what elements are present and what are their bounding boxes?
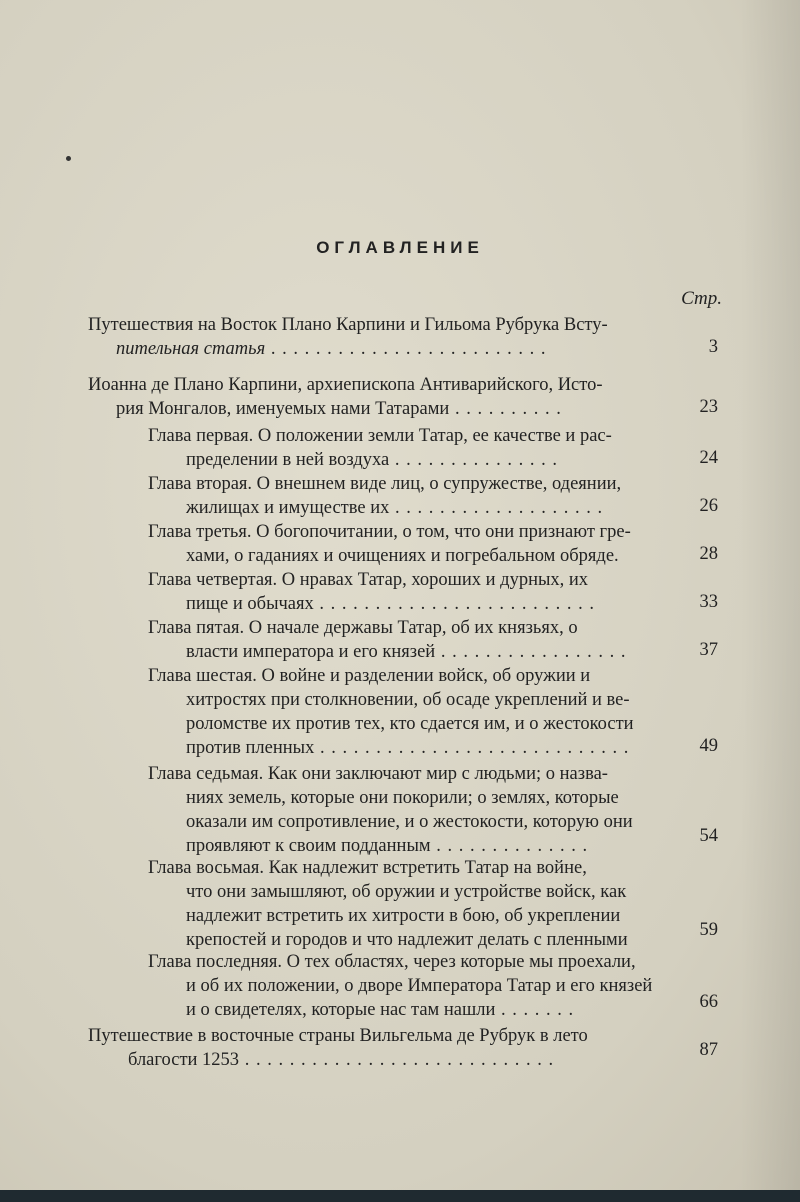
entry-line: Глава вторая. О внешнем виде лиц, о супружестве, одеянии,: [148, 474, 622, 494]
page-number: 54: [699, 826, 718, 846]
toc-entry: Путешествия на Восток Плано Карпини и Гильома Рубрука Всту- пительная статья . . . . . . . . . . . . . . . . . . . . . . . . .: [88, 315, 608, 359]
entry-line: жилищах и имуществе их: [186, 498, 390, 518]
entry-line: ниях земель, которые они покорили; о землях, которые: [186, 788, 619, 808]
toc-entry: Глава шестая. О войне и разделении войск, об оружии и хитростях при столкновении, об осаде укреплений и ве- роломстве их против тех, кто сдается им, и о жестокости против пленных . . . . . . . . . . . . . . . . . . . . . . . . . . . .: [148, 666, 634, 758]
toc-entry: [148, 520, 631, 568]
page-number: 24: [699, 448, 718, 468]
entry-line: Глава пятая. О начале державы Татар, об их князьях, о: [148, 618, 578, 638]
toc-entry: Глава вторая. О внешнем виде лиц, о супружестве, одеянии, жилищах и имуществе их . . . . . . . . . . . . . . . . . . .: [148, 474, 622, 518]
entry-line: Глава третья. О богопочитании, о том, что они признают гре-: [148, 522, 631, 542]
entry-line: проявляют к своим подданным: [186, 836, 431, 856]
page-number: 49: [699, 736, 718, 756]
toc-entry: [148, 856, 628, 952]
toc-title: ОГЛАВЛЕНИЕ: [316, 238, 484, 257]
ink-speck: [66, 156, 71, 161]
page-number: 66: [699, 992, 718, 1012]
entry-line: и о свидетелях, которые нас там нашли: [186, 1000, 496, 1020]
entry-line: Глава первая. О положении земли Татар, ее качестве и рас-: [148, 426, 612, 446]
entry-line: пище и обычаях: [186, 594, 314, 614]
entry-line: Глава последняя. О тех областях, через которые мы проехали,: [148, 952, 636, 972]
page-number: 87: [699, 1040, 718, 1060]
page-number: 59: [699, 920, 718, 940]
page-number: 26: [699, 496, 718, 516]
entry-line: Иоанна де Плано Карпини, архиепископа Антиварийского, Исто-: [88, 375, 603, 395]
entry-line: Путешествие в восточные страны Вильгельма де Рубрук в лето: [88, 1026, 588, 1046]
page-number: 3: [708, 337, 718, 357]
entry-line: что они замышляют, об оружии и устройстве войск, как: [186, 882, 627, 902]
page-number: 37: [699, 640, 718, 660]
toc-entry: Глава четвертая. О нравах Татар, хороших и дурных, их пище и обычаях . . . . . . . . . . . . . . . . . . . . . . . . .: [148, 570, 596, 614]
entry-line: благости 1253: [128, 1050, 240, 1070]
toc-entry: Глава пятая. О начале державы Татар, об их князьях, о власти императора и его князей . . . . . . . . . . . . . . . . .: [148, 618, 627, 662]
entry-line: против пленных: [186, 738, 315, 758]
page-shadow: [740, 0, 800, 1190]
page-number: 28: [699, 544, 718, 564]
entry-line: крепостей и городов и что надлежит делать с пленными: [186, 930, 628, 950]
entry-line: Глава седьмая. Как они заключают мир с людьми; о назва-: [148, 764, 608, 784]
entry-line: Глава восьмая. Как надлежит встретить Татар на войне,: [148, 858, 587, 878]
toc-entry: Путешествие в восточные страны Вильгельма де Рубрук в лето благости 1253 . . . . . . . . . . . . . . . . . . . . . . . . . . . .: [88, 1026, 588, 1070]
entry-line: Глава шестая. О войне и разделении войск, об оружии и: [148, 666, 591, 686]
entry-line: пительная статья: [116, 339, 266, 359]
toc-entry: Глава первая. О положении земли Татар, ее качестве и рас- пределении в ней воздуха . . . . . . . . . . . . . . .: [148, 426, 612, 470]
page-number: 33: [699, 592, 718, 612]
page-number: 23: [699, 397, 718, 417]
entry-line: власти императора и его князей: [186, 642, 436, 662]
entry-line: роломстве их против тех, кто сдается им, и о жестокости: [186, 714, 634, 734]
entry-line: Путешествия на Восток Плано Карпини и Гильома Рубрука Всту-: [88, 315, 608, 335]
toc-entry: Глава последняя. О тех областях, через которые мы проехали, и об их положении, о дворе Императора Татар и его князей и о свидетелях, которые нас там нашли . . . . . . .: [148, 952, 653, 1020]
toc-entry: Иоанна де Плано Карпини, архиепископа Антиварийского, Исто- рия Монгалов, именуемых нами Татарами . . . . . . . . . .: [88, 375, 603, 419]
entry-line: хами, о гаданиях и очищениях и погребальном обряде.: [186, 546, 619, 566]
entry-line: Глава четвертая. О нравах Татар, хороших и дурных, их: [148, 570, 589, 590]
table-surface: [0, 1190, 800, 1202]
entry-line: оказали им сопротивление, и о жестокости, которую они: [186, 812, 633, 832]
entry-line: надлежит встретить их хитрости в бою, об укреплении: [186, 906, 621, 926]
entry-line: и об их положении, о дворе Императора Татар и его князей: [186, 976, 653, 996]
page-column-label: Стр.: [681, 288, 722, 309]
toc-entry: Глава седьмая. Как они заключают мир с людьми; о назва- ниях земель, которые они покорили; о землях, которые оказали им сопротивление, и о жестокости, которую они проявляют к своим подданным . . . . . . . . . . . . . .: [148, 764, 633, 856]
entry-line: пределении в ней воздуха: [186, 450, 390, 470]
entry-line: рия Монгалов, именуемых нами Татарами: [116, 399, 450, 419]
entry-line: хитростях при столкновении, об осаде укреплений и ве-: [186, 690, 630, 710]
